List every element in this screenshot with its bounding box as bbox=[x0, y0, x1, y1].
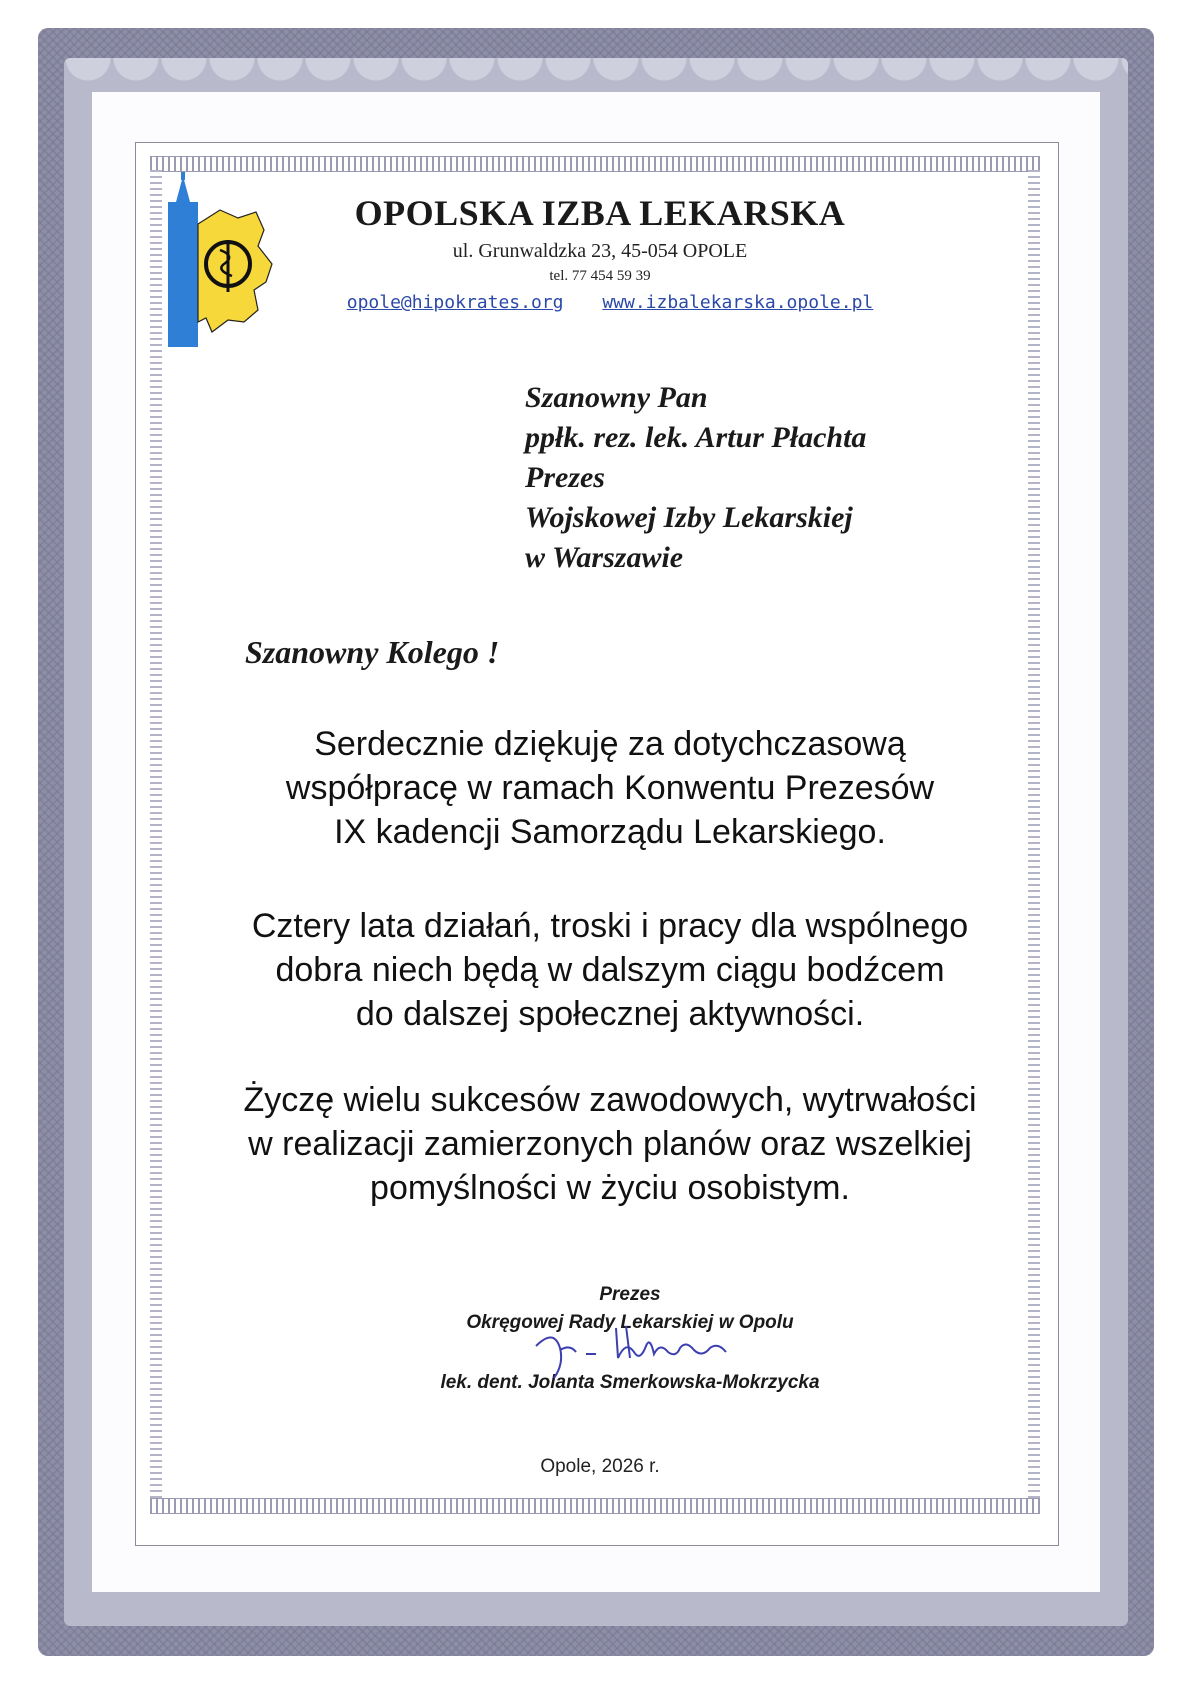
ornament-strip-top bbox=[150, 156, 1040, 172]
email-link[interactable]: opole@hipokrates.org bbox=[346, 292, 564, 313]
recipient-line: Wojskowej Izby Lekarskiej bbox=[525, 501, 853, 534]
body-line: pomyślności w życiu osobistym. bbox=[370, 1169, 850, 1207]
body-line: współpracę w ramach Konwentu Prezesów bbox=[285, 769, 935, 807]
body-line: Cztery lata działań, troski i pracy dla wspólnego bbox=[251, 907, 969, 945]
opole-region-caduceus-logo bbox=[168, 172, 283, 347]
recipient-address-block bbox=[525, 378, 866, 578]
body-line: Serdecznie dziękuję za dotychczasową bbox=[314, 725, 906, 763]
body-line: dobra niech będą w dalszym ciągu bodźcem bbox=[275, 951, 945, 989]
signatory-organization: Okręgowej Rady Lekarskiej w Opolu bbox=[466, 1312, 794, 1333]
organization-phone: tel. 77 454 59 39 bbox=[549, 268, 651, 284]
body-line: Życzę wielu sukcesów zawodowych, wytrwałości bbox=[243, 1081, 977, 1119]
organization-address: ul. Grunwaldzka 23, 45-054 OPOLE bbox=[452, 240, 748, 262]
place-and-date: Opole, 2026 r. bbox=[540, 1456, 660, 1477]
body-paragraph-2 bbox=[180, 904, 1040, 1036]
ornament-strip-left bbox=[150, 170, 162, 1498]
recipient-line: Prezes bbox=[525, 461, 605, 494]
body-paragraph-3 bbox=[180, 1078, 1040, 1210]
recipient-line: ppłk. rez. lek. Artur Płachta bbox=[525, 421, 867, 454]
salutation: Szanowny Kolego ! bbox=[245, 634, 500, 670]
website-link[interactable]: www.izbalekarska.opole.pl bbox=[602, 292, 874, 313]
body-line: w realizacji zamierzonych planów oraz wszelkiej bbox=[248, 1125, 972, 1163]
handwritten-signature bbox=[530, 1318, 750, 1388]
signatory-role: Prezes bbox=[599, 1284, 661, 1305]
body-line: do dalszej społecznej aktywności. bbox=[355, 995, 865, 1033]
recipient-line: w Warszawie bbox=[525, 541, 684, 574]
organization-title: OPOLSKA IZBA LEKARSKA bbox=[354, 193, 846, 233]
body-paragraph-1 bbox=[180, 722, 1040, 854]
recipient-line: Szanowny Pan bbox=[525, 381, 708, 414]
signatory-name: lek. dent. Jolanta Smerkowska-Mokrzycka bbox=[440, 1372, 820, 1393]
ornament-strip-bottom bbox=[150, 1498, 1040, 1514]
body-line: IX kadencji Samorządu Lekarskiego. bbox=[334, 813, 886, 851]
organization-links bbox=[300, 292, 920, 313]
